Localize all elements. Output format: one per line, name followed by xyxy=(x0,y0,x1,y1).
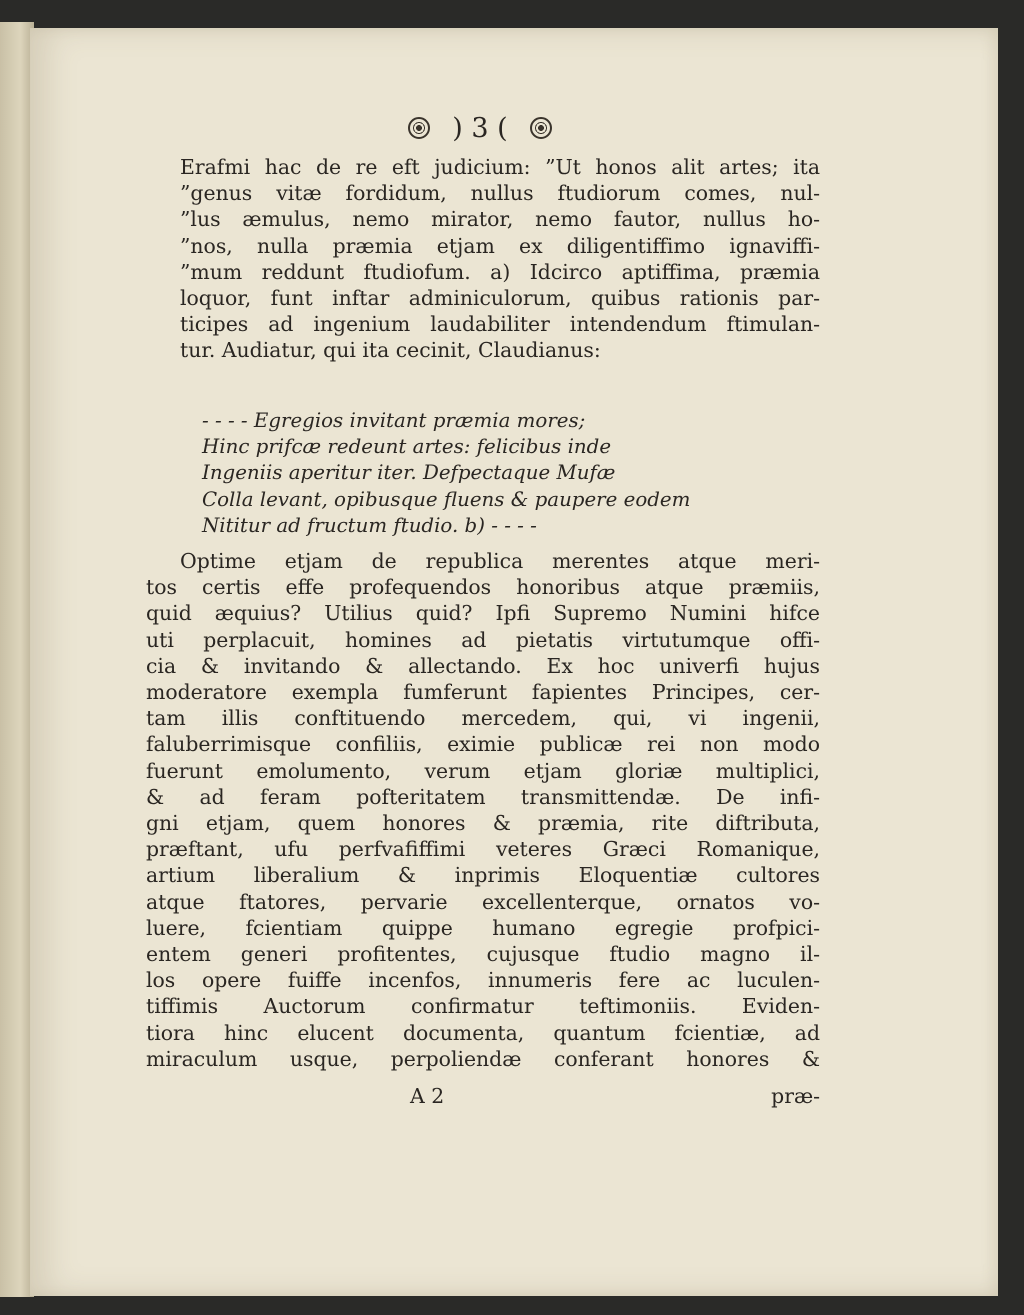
text-line: gni etjam, quem honores & præmia, rite diftributa, xyxy=(146,811,820,836)
page-header xyxy=(330,106,630,150)
catchword: præ- xyxy=(771,1084,820,1108)
text-line: Erafmi hac de re eft judicium: ”Ut honos alit artes; ita xyxy=(180,155,820,179)
text-line: miraculum usque, perpoliendæ conferant honores & xyxy=(146,1046,820,1071)
text-line: tur. Audiatur, qui ita cecinit, Claudianus: xyxy=(180,338,601,363)
book-page xyxy=(30,28,998,1296)
text-line: Optime etjam de republica merentes atque meri- xyxy=(180,549,820,573)
text-line: ticipes ad ingenium laudabiliter intendendum ftimulan- xyxy=(180,312,820,337)
text-line: faluberrimisque confiliis, eximie publicæ rei non modo xyxy=(146,732,820,757)
text-line: quid æquius? Utilius quid? Ipfi Supremo Numini hifce xyxy=(146,601,820,626)
text-line: tam illis conftituendo mercedem, qui, vi ingenii, xyxy=(146,706,820,731)
verse-line: Colla levant, opibusque fluens & paupere eodem xyxy=(202,487,691,511)
text-line: ”genus vitæ fordidum, nullus ftudiorum comes, nul- xyxy=(180,181,820,206)
verse-line: - - - - Egregios invitant præmia mores; xyxy=(202,409,586,432)
text-line: atque ftatores, pervarie excellenterque, ornatos vo- xyxy=(146,889,820,914)
text-line: luere, fcientiam quippe humano egregie profpici- xyxy=(146,915,820,940)
paragraph-2 xyxy=(146,548,820,1072)
text-line: ”lus æmulus, nemo mirator, nemo fautor, nullus ho- xyxy=(180,207,820,232)
text-line: artium liberalium & inprimis Eloquentiæ cultores xyxy=(146,863,820,888)
text-line: tiora hinc elucent documenta, quantum fcientiæ, ad xyxy=(146,1020,820,1045)
signature-mark: A 2 xyxy=(410,1084,445,1108)
text-line: tiffimis Auctorum confirmatur teftimoniis. Eviden- xyxy=(146,994,820,1019)
text-line: præftant, ufu perfvafiffimi veteres Græci Romanique, xyxy=(146,837,820,862)
verse-line: Ingeniis aperitur iter. Defpectaque Mufæ xyxy=(202,461,616,485)
text-line: los opere fuiffe incenfos, innumeris fere ac luculen- xyxy=(146,968,820,993)
verse-quotation xyxy=(202,408,820,539)
ornament-right-icon xyxy=(530,117,552,139)
text-line: loquor, funt inftar adminiculorum, quibus rationis par- xyxy=(180,286,820,311)
ornament-left-icon xyxy=(408,117,430,139)
text-line: entem generi profitentes, cujusque ftudio magno il- xyxy=(146,942,820,967)
text-line: ”nos, nulla præmia etjam ex diligentiffimo ignaviffi- xyxy=(180,233,820,258)
text-line: & ad feram pofteritatem transmittendæ. De infi- xyxy=(146,784,820,809)
text-line: tos certis effe profequendos honoribus atque præmiis, xyxy=(146,575,820,600)
text-line: cia & invitando & allectando. Ex hoc univerfi hujus xyxy=(146,653,820,678)
text-line: ”mum reddunt ftudiofum. a) Idcirco aptiffima, præmia xyxy=(180,259,820,284)
text-line: fuerunt emolumento, verum etjam gloriæ multiplici, xyxy=(146,758,820,783)
page-footer xyxy=(410,1084,820,1108)
text-line: uti perplacuit, homines ad pietatis virtutumque offi- xyxy=(146,627,820,652)
paragraph-1 xyxy=(180,154,820,364)
verse-line: Nititur ad fructum ftudio. b) - - - - xyxy=(202,513,537,537)
verse-line: Hinc prifcæ redeunt artes: felicibus inde xyxy=(202,435,612,459)
page-number: ) 3 ( xyxy=(452,112,508,144)
book-left-edge xyxy=(0,22,34,1297)
text-line: moderatore exempla fumferunt fapientes Principes, cer- xyxy=(146,680,820,705)
